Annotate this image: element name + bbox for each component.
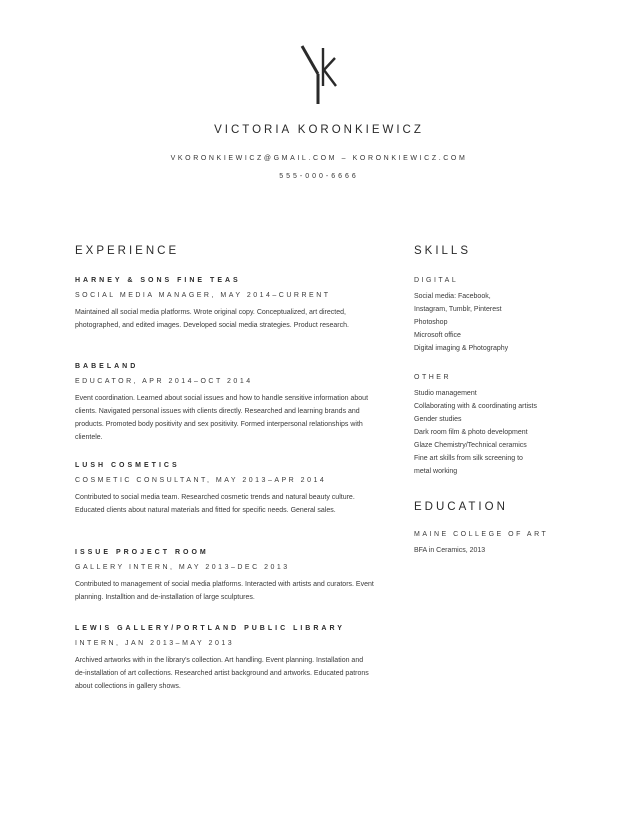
school-name: MAINE COLLEGE OF ART xyxy=(414,531,549,538)
experience-entry xyxy=(75,461,375,517)
employer-name: LUSH COSMETICS xyxy=(75,462,180,469)
list-item: Studio management xyxy=(414,390,477,397)
experience-entry xyxy=(75,276,375,332)
contact-line: VKORONKIEWICZ@GMAIL.COM – KORONKIEWICZ.COM xyxy=(170,155,468,162)
list-item: Collaborating with & coordinating artists xyxy=(414,403,537,410)
monogram-logo-icon xyxy=(299,44,339,106)
list-item: Dark room film & photo development xyxy=(414,429,528,436)
digital-skills-heading: DIGITAL xyxy=(414,277,459,284)
list-item: Digital imaging & Photography xyxy=(414,345,509,352)
experience-entry xyxy=(75,548,375,604)
other-skills-heading: OTHER xyxy=(414,374,451,381)
job-description: Maintained all social media platforms. Wrote original copy. Conceptualized, art directed, photographed, and edited images. Developed social media strategies. Product research. xyxy=(75,309,349,329)
employer-name: HARNEY & SONS FINE TEAS xyxy=(75,277,241,284)
phone-number: 555-000-6666 xyxy=(279,173,359,180)
degree: BFA in Ceramics, 2013 xyxy=(414,547,486,554)
candidate-name: VICTORIA KORONKIEWICZ xyxy=(214,124,424,136)
job-role: SOCIAL MEDIA MANAGER, MAY 2014–CURRENT xyxy=(75,292,331,299)
skills-heading: SKILLS xyxy=(414,245,471,257)
list-item: metal working xyxy=(414,468,458,475)
experience-heading: EXPERIENCE xyxy=(75,245,180,257)
other-skills xyxy=(414,373,594,478)
skills-section xyxy=(414,243,594,475)
employer-name: ISSUE PROJECT ROOM xyxy=(75,549,209,556)
digital-skills xyxy=(414,276,594,355)
list-item: Glaze Chemistry/Technical ceramics xyxy=(414,442,527,449)
other-skills-list xyxy=(414,387,594,478)
job-role: INTERN, JAN 2013–MAY 2013 xyxy=(75,640,235,647)
education-entry xyxy=(414,530,594,557)
employer-name: BABELAND xyxy=(75,363,139,370)
employer-name: LEWIS GALLERY/PORTLAND PUBLIC LIBRARY xyxy=(75,625,345,632)
job-description: Contributed to management of social media platforms. Interacted with artists and curators. Event planning. Installtion and de-installation of large sculptures. xyxy=(75,581,374,601)
job-role: COSMETIC CONSULTANT, MAY 2013–APR 2014 xyxy=(75,477,327,484)
job-role: EDUCATOR, APR 2014–OCT 2014 xyxy=(75,378,253,385)
list-item: Microsoft office xyxy=(414,332,461,339)
degree-wrapper xyxy=(414,544,594,557)
digital-skills-list xyxy=(414,290,594,355)
list-item: Gender studies xyxy=(414,416,462,423)
list-item: Photoshop xyxy=(414,319,448,326)
list-item: Instagram, Tumblr, Pinterest xyxy=(414,306,502,313)
experience-entry xyxy=(75,362,375,444)
job-description: Contributed to social media team. Researched cosmetic trends and natural beauty culture. Educated clients about natural materials and fitted for specific needs. General sales. xyxy=(75,494,355,514)
job-description: Archived artworks with in the library's collection. Art handling. Event planning. Installation and de-installation of art collections. Researched artist background and artworks. Educated patrons about collections in gallery shows. xyxy=(75,657,369,690)
list-item: Social media: Facebook, xyxy=(414,293,491,300)
education-section xyxy=(414,499,594,554)
job-description: Event coordination. Learned about social issues and how to handle sensitive information about clients. Navigated personal issues with clients directly. Researched and learning brands and products. Promoted body positivity and sex positivity. Formed interpersonal relationships with clientele. xyxy=(75,395,369,441)
job-role: GALLERY INTERN, MAY 2013–DEC 2013 xyxy=(75,564,290,571)
education-heading: EDUCATION xyxy=(414,501,508,513)
experience-entry xyxy=(75,624,375,693)
experience-section xyxy=(75,243,375,690)
list-item: Fine art skills from silk screening to xyxy=(414,455,523,462)
